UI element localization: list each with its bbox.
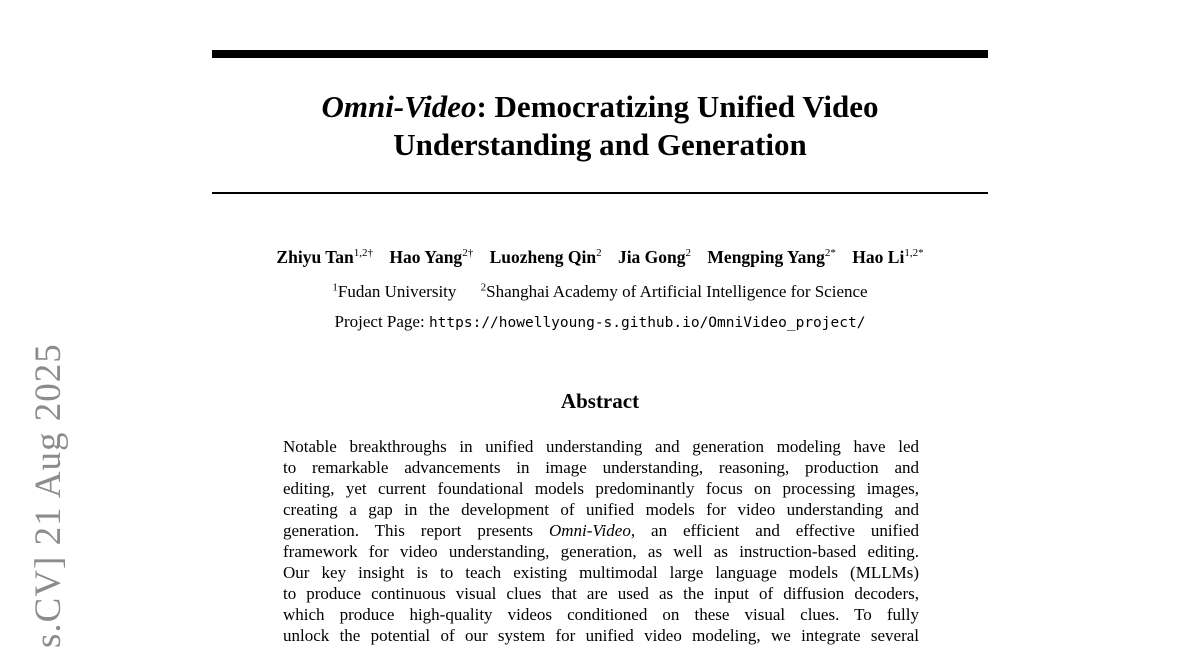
abstract-line: Our key insight is to teach existing multimodal large language models (MLLMs) [283,563,919,582]
author-name: Luozheng Qin [489,247,597,267]
author-affiliation-mark: 2 [685,247,692,260]
affiliation-mark: 2 [480,281,487,293]
abstract-italic-term: Omni-Video [548,521,631,540]
abstract-line: to remarkable advancements in image understanding, reasoning, production and [283,458,919,477]
abstract-text: , an efficient and effective unified [630,521,919,540]
abstract-heading: Abstract [560,389,640,413]
author-affiliation-mark: 2† [462,247,474,260]
arxiv-sidebar-stamp: s.CV] 21 Aug 2025 [28,343,69,648]
title-italic: Omni-Video [321,89,477,124]
abstract-line: editing, yet current foundational models predominantly focus on processing images, [283,479,919,498]
project-page-label: Project Page: [334,312,429,331]
affiliation [481,282,868,301]
abstract-line: creating a gap in the development of unified models for video understanding and [283,500,919,519]
affiliation [332,282,456,301]
author [490,247,602,267]
author-affiliation-mark: 2* [824,247,836,260]
author-affiliation-mark: 1,2* [904,247,924,260]
title-rule-top [212,50,988,58]
abstract-line: to produce continuous visual clues that are used as the input of diffusion decoders, [283,584,919,603]
author-list [150,247,1050,268]
paper-title [212,88,988,164]
abstract-line: framework for video understanding, generation, as well as instruction-based editing. [283,542,919,561]
author [389,247,473,267]
abstract-text: generation. This report presents [283,521,549,540]
affiliation-name: Fudan University [337,281,457,301]
affiliation-mark: 1 [332,281,338,293]
abstract-line [283,520,919,541]
affiliation-name: Shanghai Academy of Artificial Intelligence for Science [486,281,868,301]
abstract-line: Notable breakthroughs in unified understanding and generation modeling have led [283,437,919,456]
author [707,247,836,267]
title-rule-bottom [212,192,988,194]
project-page-link[interactable]: https://howellyoung-s.github.io/OmniVideo_project/ [428,315,866,331]
author [618,247,691,267]
title-line-1 [212,88,988,126]
author-name: Mengping Yang [707,247,825,267]
abstract-line: which produce high-quality videos conditioned on these visual clues. To fully [283,605,919,624]
author-name: Hao Yang [389,247,463,267]
author-affiliation-mark: 2 [596,247,602,260]
author-name: Zhiyu Tan [276,247,354,267]
affiliations [212,281,988,302]
author-name: Jia Gong [617,247,686,267]
title-line-2: Understanding and Generation [393,127,807,162]
title-rest: : Democratizing Unified Video [476,89,879,124]
author [852,247,923,267]
abstract-line: unlock the potential of our system for unified video modeling, we integrate several [283,626,919,645]
author-affiliation-mark: 1,2† [353,247,374,260]
author [276,247,373,267]
project-page [212,312,988,332]
abstract-body [283,436,919,646]
author-name: Hao Li [852,247,905,267]
